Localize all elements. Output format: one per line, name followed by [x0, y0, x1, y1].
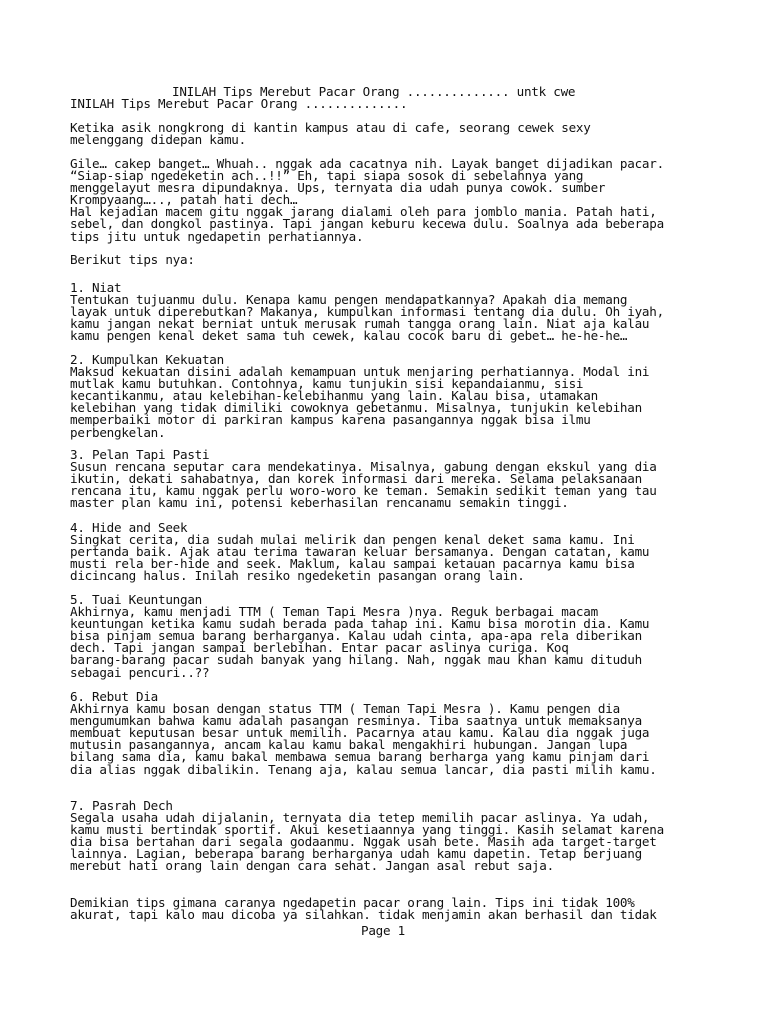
intro-paragraph: Ketika asik nongkrong di kantin kampus atau di cafe, seorang cewek sexy melenggang didepan kamu.	[70, 120, 591, 148]
tip-5-tuai-keuntungan: 5. Tuai Keuntungan Akhirnya, kamu menjadi TTM ( Teman Tapi Mesra )nya. Reguk berbagai macam keuntungan ketika kamu sudah berada pada tahap ini. Kamu bisa morotin dia. Kamu bisa pinjam semua barang berharganya. Kalau udah cinta, apa-apa rela diberikan dech. Tapi jangan sampai berlebihan. Entar pacar aslinya curiga. Koq barang-barang pacar sudah banyak yang hilang. Nah, nggak mau khan kamu dituduh sebagai pencuri..??	[70, 592, 650, 680]
tip-4-hide-and-seek: 4. Hide and Seek Singkat cerita, dia sudah mulai melirik dan pengen kenal deket sama kamu. Ini pertanda baik. Ajak atau terima tawaran keluar bersamanya. Dengan catatan, kamu musti rela ber-hide and seek. Maklum, kalau sampai ketauan pacarnya kamu bisa dicincang halus. Inilah resiko ngedeketin pasangan orang lain.	[70, 520, 650, 584]
document-title: INILAH Tips Merebut Pacar Orang .............. untk cwe	[172, 84, 576, 99]
closing-paragraph: Demikian tips gimana caranya ngedapetin pacar orang lain. Tips ini tidak 100% akurat, tapi kalo mau dicoba ya silahkan. tidak menjamin akan berhasil dan tidak	[70, 895, 657, 923]
tip-2-kumpulkan-kekuatan: 2. Kumpulkan Kekuatan Maksud kekuatan disini adalah kemampuan untuk menjaring perhatiannya. Modal ini mutlak kamu butuhkan. Contohnya, kamu tunjukin sisi kepandaianmu, sisi kecantikanmu, atau kelebihan-kelebihanmu yang lain. Kalau bisa, utamakan kelebihan yang tidak dimiliki cowoknya gebetanmu. Misalnya, tunjukin kelebihan memperbaiki motor di parkiran kampus karena pasangannya nggak bisa ilmu perbengkelan.	[70, 352, 650, 440]
tip-1-niat: 1. Niat Tentukan tujuanmu dulu. Kenapa kamu pengen mendapatkannya? Apakah dia memang layak untuk diperebutkan? Makanya, kumpulkan informasi tentang dia dulu. Oh iyah, kamu jangan nekat berniat untuk merusak rumah tangga orang lain. Niat aja kalau kamu pengen kenal deket sama tuh cewek, kalau cocok baru di gebet… he-he-he…	[70, 280, 664, 344]
story-paragraph: Gile… cakep banget… Whuah.. nggak ada cacatnya nih. Layak banget dijadikan pacar. “Siap-siap ngedeketin ach..!!” Eh, tapi siapa sosok di sebelahnya yang menggelayut mesra dipundaknya. Ups, ternyata dia udah punya cowok. sumber Krompyaang….., patah hati dech… Hal kejadian macem gitu nggak jarang dialami oleh para jomblo mania. Patah hati, sebel, dan dongkol pastinya. Tapi jangan keburu kecewa dulu. Soalnya ada beberapa tips jitu untuk ngedapetin perhatiannya.	[70, 156, 664, 244]
tip-3-pelan-tapi-pasti: 3. Pelan Tapi Pasti Susun rencana seputar cara mendekatinya. Misalnya, gabung dengan ekskul yang dia ikutin, dekati sahabatnya, dan korek informasi dari mereka. Selama pelaksanaan rencana itu, kamu nggak perlu woro-woro ke teman. Semakin sedikit teman yang tau master plan kamu ini, potensi keberhasilan rencanamu semakin tinggi.	[70, 447, 657, 511]
page-number: Page 1	[361, 923, 405, 938]
tips-heading: Berikut tips nya:	[70, 252, 195, 267]
document-subtitle: INILAH Tips Merebut Pacar Orang ..............	[70, 96, 408, 111]
tip-6-rebut-dia: 6. Rebut Dia Akhirnya kamu bosan dengan status TTM ( Teman Tapi Mesra ). Kamu pengen dia mengumumkan bahwa kamu adalah pasangan resminya. Tiba saatnya untuk memaksanya membuat keputusan besar untuk memilih. Pacarnya atau kamu. Kalau dia nggak juga mutusin pasangannya, ancam kalau kamu bakal mengakhiri hubungan. Jangan lupa bilang sama dia, kamu bakal membawa semua barang berharga yang kamu pinjam dari dia alias nggak dibalikin. Tenang aja, kalau semua lancar, dia pasti milih kamu.	[70, 689, 657, 777]
tip-7-pasrah-dech: 7. Pasrah Dech Segala usaha udah dijalanin, ternyata dia tetep memilih pacar aslinya. Ya udah, kamu musti bertindak sportif. Akui kesetiaannya yang tinggi. Kasih selamat karena dia bisa bertahan dari segala godaanmu. Nggak usah bete. Masih ada target-target lainnya. Lagian, beberapa barang berharganya udah kamu dapetin. Tetap berjuang merebut hati orang lain dengan cara sehat. Jangan asal rebut saja.	[70, 798, 664, 874]
